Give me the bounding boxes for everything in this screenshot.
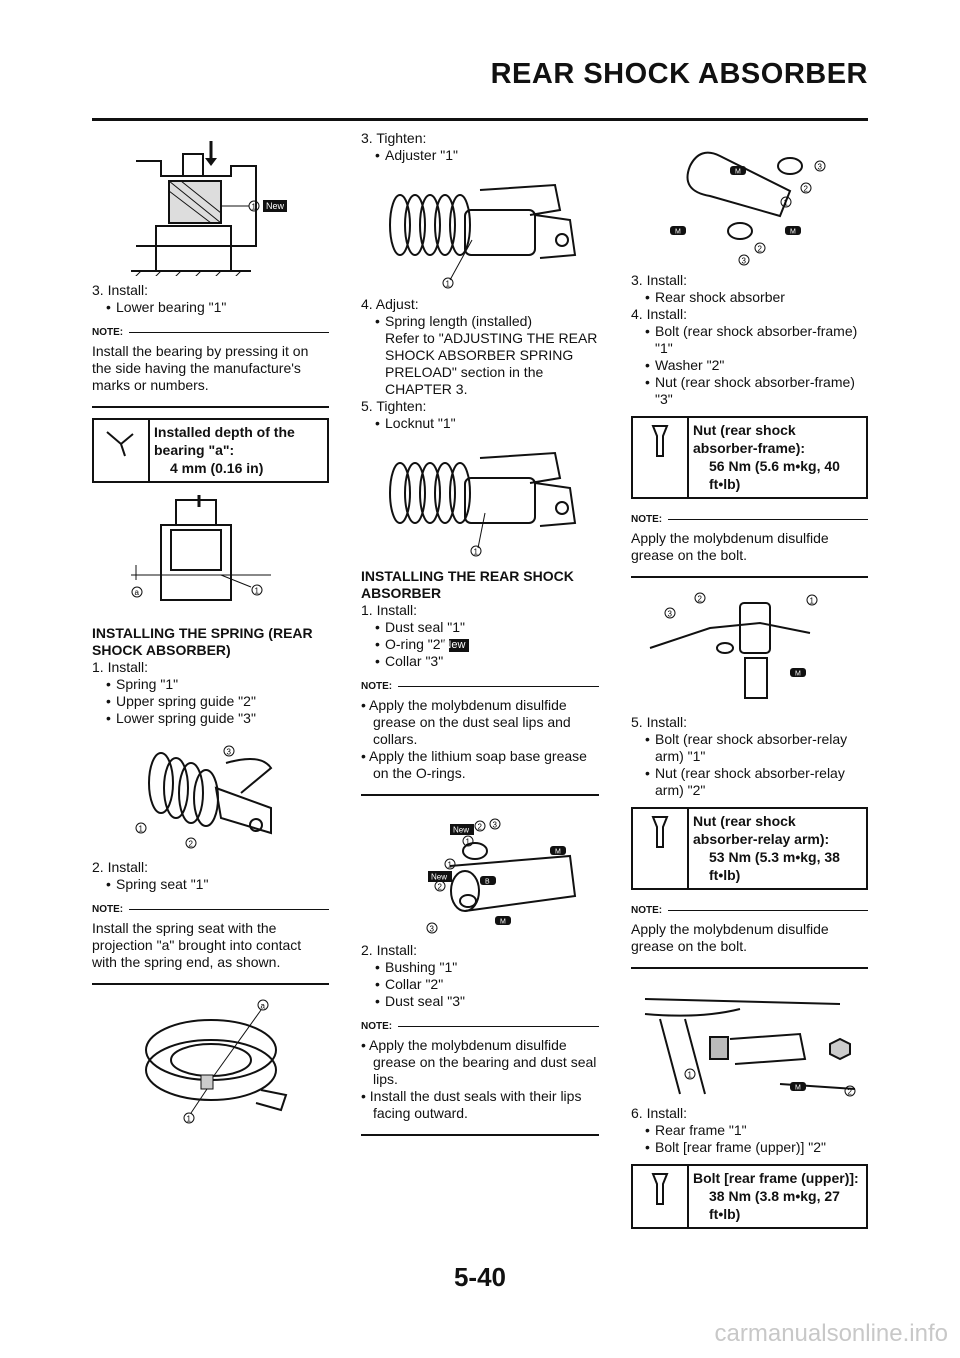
moly-grease-icon: M <box>674 228 681 236</box>
figure-locknut <box>370 438 590 558</box>
moly-grease-icon: M <box>794 670 801 678</box>
note-frame-bolt <box>631 511 868 578</box>
section-title-rear-shock: INSTALLING THE REAR SHOCK ABSORBER <box>361 568 574 601</box>
column-3: M M M 3 2 1 2 3 3. Install: • Rear shock absorber 4. Install: • Bolt (rear shock absorber-frame) "1" • Washer "2" • Nut (rear shock absorber-frame) "3" Nut (rear shock absorber-frame): 56 Nm (5.6 m•kg, 40 ft•lb) NOTE: Apply the molybdenum disulfide grease on the bolt. M 3 2 1 5. Install: • Bolt (rear shock absorber-relay arm) "1" • Nut (rear shock absorber-relay arm) "2" Nut (rear shock absorber-relay arm): 53 Nm (5.3 m•kg, 38 ft•lb) NOTE: Apply the molybdenum disulfide grease on the bolt. M 1 2 6. Install: • Rear frame "1" • Bolt [rear frame (upper)] "2" Bolt [rear frame (upper)]: 38 Nm (3.8 m•kg, 27 ft•lb) <box>631 130 868 1241</box>
callout-1: 1 <box>186 1114 191 1124</box>
step-3-install: 3. Install: <box>92 282 149 298</box>
moly-grease-icon: M <box>794 1084 801 1092</box>
step-5-tighten: 5. Tighten: <box>361 398 427 414</box>
spec-value: 38 Nm (3.8 m•kg, 27 ft•lb) <box>709 1188 840 1222</box>
adjuster-item: Adjuster "1" <box>385 147 458 163</box>
list-item: O-ring "2" <box>385 636 446 652</box>
callout-1: 1 <box>465 837 470 847</box>
list-item: Collar "2" <box>385 976 444 992</box>
note-spring-seat <box>92 901 329 985</box>
note-label: NOTE: <box>631 514 663 525</box>
callout-1: 1 <box>473 547 478 557</box>
page-title: REAR SHOCK ABSORBER <box>490 58 868 90</box>
callout-3: 3 <box>429 924 434 934</box>
list-item: Spring "1" <box>116 676 179 692</box>
step-1-install: 1. Install: <box>361 602 418 618</box>
figure-bearing-install <box>121 136 301 276</box>
figure-bearing-depth <box>121 495 301 615</box>
list-item: Rear frame "1" <box>655 1122 747 1138</box>
new-badge: New <box>449 639 469 652</box>
figure-bushing-assembly <box>370 806 590 936</box>
new-badge: New <box>431 872 448 882</box>
list-item: Rear shock absorber <box>655 289 785 305</box>
spring-seat-item: Spring seat "1" <box>116 876 209 892</box>
callout-3: 3 <box>741 256 746 266</box>
torque-wrench-icon <box>645 422 675 462</box>
list-item: Nut (rear shock absorber-relay arm) "2" <box>655 765 845 798</box>
callout-1: 1 <box>138 824 143 834</box>
step-4-adjust: 4. Adjust: <box>361 296 419 312</box>
spec-box-frame-nut <box>631 416 868 499</box>
spec-box-depth <box>92 418 329 483</box>
callout-3: 3 <box>226 747 231 757</box>
list-item: Dust seal "1" <box>385 619 465 635</box>
moly-grease-icon: M <box>789 228 796 236</box>
step-4-install: 4. Install: <box>631 306 688 322</box>
note-item: Apply the molybdenum disulfide grease on the dust seal lips and collars. <box>369 697 571 747</box>
figure-rear-frame <box>640 979 860 1099</box>
callout-2: 2 <box>477 822 482 832</box>
callout-2: 2 <box>757 244 762 254</box>
note-label: NOTE: <box>361 681 393 692</box>
step-2-install: 2. Install: <box>361 942 418 958</box>
step-1-install: 1. Install: <box>92 659 149 675</box>
watermark-text: carmanualsonline.info <box>714 1320 948 1347</box>
figure-spring-seat <box>121 995 301 1125</box>
list-item: Bushing "1" <box>385 959 458 975</box>
spec-box-rear-frame-bolt <box>631 1164 868 1229</box>
step-5-install: 5. Install: <box>631 714 688 730</box>
spec-label: Nut (rear shock absorber-relay arm): <box>693 813 830 847</box>
callout-2: 2 <box>697 594 702 604</box>
torque-wrench-icon <box>645 813 675 853</box>
list-item: Bolt (rear shock absorber-relay arm) "1" <box>655 731 848 764</box>
moly-grease-icon: M <box>500 918 506 926</box>
spec-value: 56 Nm (5.6 m•kg, 40 ft•lb) <box>709 458 840 492</box>
column-1: 1 New 3. Install: • Lower bearing "1" NOTE: Install the bearing by pressing it on the side having the manufacture's marks or numbers. Installed depth of the bearing "a": 4 mm (0.16 in) a 1 INSTALLING THE SPRING (REAR SHOCK ABSORBER) 1. Install: • Spring "1" • Upper spring guide "2" • Lower spring guide "3" 3 1 2 2. Install: • Spring seat "1" NOTE: Install the spring seat with the projection "a" brought into contact with the spring end, as shown. a 1 <box>92 130 329 1131</box>
note-text: Install the bearing by pressing it on the side having the manufacture's marks or numbers. <box>92 343 309 393</box>
callout-1: 1 <box>445 279 450 289</box>
note-relay-bolt <box>631 902 868 969</box>
column-2: 3. Tighten: • Adjuster "1" 1 4. Adjust: • Spring length (installed) Refer to "ADJUSTING THE REAR SHOCK ABSORBER SPRING PRELOAD" section in the CHAPTER 3. 5. Tighten: • Locknut "1" 1 INSTALLING THE REAR SHOCK ABSORBER 1. Install: • Dust seal "1" • O-ring "2" New • Collar "3" NOTE: • Apply the molybdenum disulfide grease on the dust seal lips and collars. • Apply the lithium soap base grease on the O-rings. 3 2 1 1 2 3 New New M B M 2. Install: • Bushing "1" • Collar "2" • Dust seal "3" NOTE: • Apply the molybdenum disulfide grease on the bearing and dust seal lips. • Install the dust seals with their lips facing outward. <box>361 130 599 1146</box>
callout-2: 2 <box>437 882 442 892</box>
note-dust-seal: NOTE: • Apply the molybdenum disulfide grease on the dust seal lips and collars. • Apply the lithium soap base grease on the O-rings. <box>361 678 599 796</box>
caliper-icon <box>103 424 139 460</box>
spec-value: 4 mm (0.16 in) <box>170 460 264 476</box>
spring-length-item: Spring length (installed) <box>385 313 533 329</box>
figure-relay-arm <box>640 136 860 266</box>
list-item: Bolt (rear shock absorber-frame) "1" <box>655 323 858 356</box>
step-2-install: 2. Install: <box>92 859 149 875</box>
callout-3: 3 <box>817 162 822 172</box>
callout-3: 3 <box>492 820 497 830</box>
callout-2: 2 <box>188 839 193 849</box>
list-item: Collar "3" <box>385 653 444 669</box>
list-item: Dust seal "3" <box>385 993 465 1009</box>
note-label: NOTE: <box>92 327 124 338</box>
figure-shock-mount <box>640 588 860 708</box>
lower-bearing-item: Lower bearing "1" <box>116 299 227 315</box>
step-6-install: 6. Install: <box>631 1105 688 1121</box>
spec-label: Nut (rear shock absorber-frame): <box>693 422 806 456</box>
list-item: Nut (rear shock absorber-frame) "3" <box>655 374 855 407</box>
callout-1: 1 <box>251 202 256 212</box>
list-item: Bolt [rear frame (upper)] "2" <box>655 1139 827 1155</box>
page-number: 5-40 <box>453 1262 507 1292</box>
list-item: Upper spring guide "2" <box>116 693 256 709</box>
note-label: NOTE: <box>631 905 663 916</box>
callout-1: 1 <box>783 198 788 208</box>
section-title-spring: INSTALLING THE SPRING (REAR SHOCK ABSORBER) <box>92 625 313 658</box>
spec-label: Bolt [rear frame (upper)]: <box>693 1170 859 1186</box>
step-3-install: 3. Install: <box>631 272 688 288</box>
callout-a: a <box>260 1001 265 1011</box>
figure-spring-install <box>121 733 301 853</box>
note-text: Install the spring seat with the projection "a" brought into contact with the spring end, as shown. <box>92 920 302 970</box>
list-item: Lower spring guide "3" <box>116 710 256 726</box>
callout-2: 2 <box>847 1087 852 1097</box>
note-text: Apply the molybdenum disulfide grease on the bolt. <box>631 921 829 954</box>
note-label: NOTE: <box>92 904 124 915</box>
callout-1: 1 <box>809 596 814 606</box>
callout-a: a <box>134 588 139 597</box>
note-label: NOTE: <box>361 1021 393 1032</box>
note-bearing <box>92 324 329 408</box>
step-3-tighten: 3. Tighten: <box>361 130 427 146</box>
torque-wrench-icon <box>645 1170 675 1210</box>
callout-3: 3 <box>667 609 672 619</box>
callout-1: 1 <box>254 586 259 596</box>
callout-2: 2 <box>803 184 808 194</box>
callout-1: 1 <box>447 860 452 870</box>
list-item: Washer "2" <box>655 357 725 373</box>
moly-grease-icon: M <box>734 168 741 176</box>
spec-box-relay-nut <box>631 807 868 890</box>
reference-text: Refer to "ADJUSTING THE REAR SHOCK ABSORBER SPRING PRELOAD" section in the CHAPTER 3. <box>385 330 598 397</box>
note-bearing-dust-seal: NOTE: • Apply the molybdenum disulfide grease on the bearing and dust seal lips. • Install the dust seals with their lips facing outward. <box>361 1018 599 1136</box>
note-item: Install the dust seals with their lips facing outward. <box>369 1088 582 1121</box>
new-badge: New <box>265 201 284 211</box>
lithium-grease-icon: B <box>485 878 490 886</box>
note-item: Apply the molybdenum disulfide grease on the bearing and dust seal lips. <box>369 1037 597 1087</box>
figure-adjuster <box>370 170 590 290</box>
locknut-item: Locknut "1" <box>385 415 456 431</box>
header-rule <box>92 118 868 121</box>
new-badge: New <box>453 825 470 835</box>
callout-1: 1 <box>687 1070 692 1080</box>
spec-label: Installed depth of the bearing "a": <box>154 424 295 458</box>
note-text: Apply the molybdenum disulfide grease on the bolt. <box>631 530 829 563</box>
spec-value: 53 Nm (5.3 m•kg, 38 ft•lb) <box>709 849 840 883</box>
note-item: Apply the lithium soap base grease on the O-rings. <box>369 748 587 781</box>
moly-grease-icon: M <box>555 848 561 856</box>
